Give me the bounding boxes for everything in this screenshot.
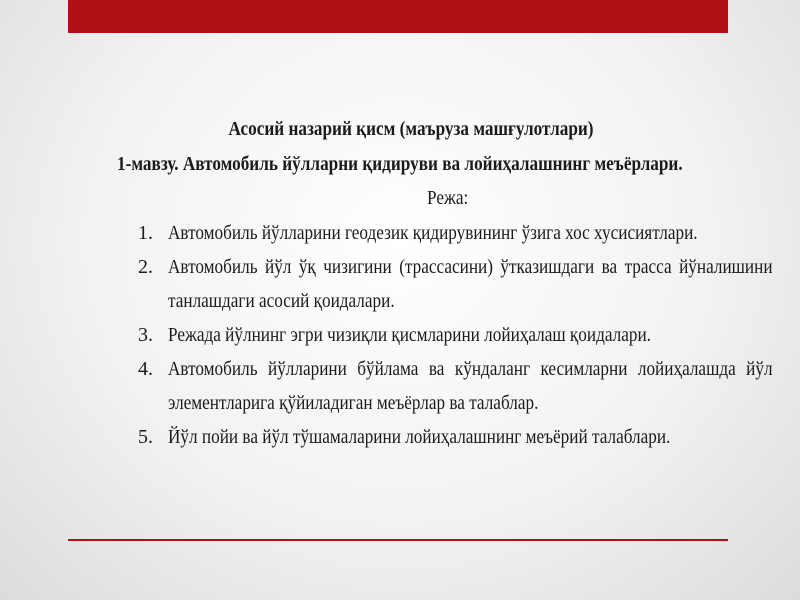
plan-item-number: 4.: [138, 358, 153, 380]
plan-list: [138, 216, 774, 454]
plan-item-3: [138, 318, 774, 352]
section-heading: Асосий назарий қисм (маъруза машғулотлари): [228, 118, 594, 140]
plan-item-4: [138, 352, 774, 420]
topic-title: 1-мавзу. Автомобиль йўлларни қидируви ва лойиҳалашнинг меъёрлари.: [117, 153, 683, 175]
plan-item-text: Автомобиль йўл ўқ чизигини (трассасини) ўтказишдаги ва трасса йўналишини танлашдаги асосий қоидалари.: [168, 256, 773, 312]
plan-item-2: [138, 250, 774, 318]
plan-item-text: Режада йўлнинг эгри чизиқли қисмларини лойиҳалаш қоидалари.: [168, 324, 651, 346]
plan-item-number: 5.: [138, 426, 153, 448]
plan-item-number: 3.: [138, 324, 153, 346]
plan-item-text: Йўл пойи ва йўл тўшамаларини лойиҳалашнинг меъёрий талаблари.: [168, 426, 671, 448]
plan-item-number: 2.: [138, 256, 153, 278]
bottom-divider: [68, 539, 728, 541]
top-accent-bar: [68, 0, 728, 33]
plan-item-number: 1.: [138, 222, 153, 244]
plan-label: Режа:: [427, 187, 469, 209]
plan-item-text: Автомобиль йўлларини геодезик қидирувининг ўзига хос хусисиятлари.: [168, 222, 698, 244]
plan-item-5: [138, 420, 774, 454]
plan-item-text: Автомобиль йўлларини бўйлама ва кўндаланг кесимларни лойиҳалашда йўл элементларига қўйиладиган меъёрлар ва талаблар.: [168, 358, 773, 414]
plan-item-1: [138, 216, 774, 250]
